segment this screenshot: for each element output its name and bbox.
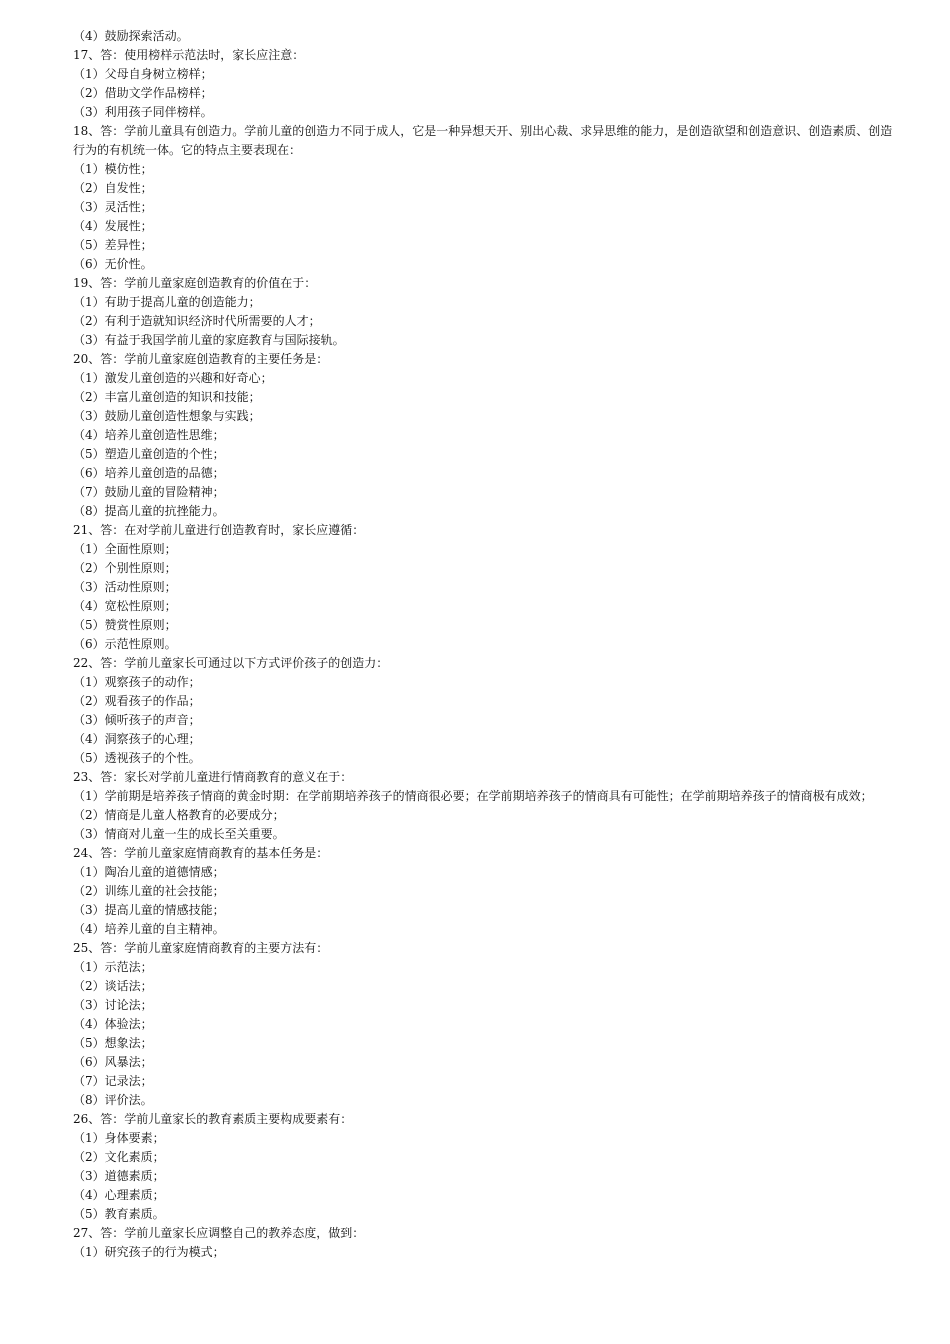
answer-heading: 25、答：学前儿童家庭情商教育的主要方法有：: [73, 941, 329, 955]
answer-item: （2）情商是儿童人格教育的必要成分；: [73, 808, 285, 822]
answer-item: （1）父母自身树立榜样；: [73, 67, 213, 81]
answer-item: （4）宽松性原则；: [73, 599, 177, 613]
answer-heading: 17、答：使用榜样示范法时，家长应注意：: [73, 48, 305, 62]
answer-item: （2）丰富儿童创造的知识和技能；: [73, 390, 261, 404]
answer-item: （5）教育素质。: [73, 1207, 165, 1221]
answer-item: （5）想象法；: [73, 1036, 153, 1050]
answer-item: （3）道德素质；: [73, 1169, 165, 1183]
answer-heading: 20、答：学前儿童家庭创造教育的主要任务是：: [73, 352, 329, 366]
answer-item: （2）谈话法；: [73, 979, 153, 993]
answer-item: （1）全面性原则；: [73, 542, 177, 556]
answer-item: （1）学前期是培养孩子情商的黄金时期：在学前期培养孩子的情商很必要；在学前期培养孩子的情商具有可能性；在学前期培养孩子的情商极有成效；: [73, 789, 873, 803]
answer-item: （6）示范性原则。: [73, 637, 177, 651]
answer-item: （1）有助于提高儿童的创造能力；: [73, 295, 261, 309]
answer-item: （1）模仿性；: [73, 162, 153, 176]
answer-item: （8）评价法。: [73, 1093, 153, 1107]
answer-item: （4）体验法；: [73, 1017, 153, 1031]
answer-item: （4）发展性；: [73, 219, 153, 233]
answer-item: （3）有益于我国学前儿童的家庭教育与国际接轨。: [73, 333, 345, 347]
answer-heading: 26、答：学前儿童家长的教育素质主要构成要素有：: [73, 1112, 353, 1126]
answer-item: （5）透视孩子的个性。: [73, 751, 201, 765]
answer-item: （5）差异性；: [73, 238, 153, 252]
answer-item: （2）自发性；: [73, 181, 153, 195]
answer-item: （3）利用孩子同伴榜样。: [73, 105, 213, 119]
answer-item: （7）鼓励儿童的冒险精神；: [73, 485, 225, 499]
answer-heading: 27、答：学前儿童家长应调整自己的教养态度，做到：: [73, 1226, 365, 1240]
document-body: [73, 27, 895, 1262]
answer-item: （4）心理素质；: [73, 1188, 165, 1202]
answer-item: （2）借助文学作品榜样；: [73, 86, 213, 100]
answer-item: （1）激发儿童创造的兴趣和好奇心；: [73, 371, 273, 385]
answer-item: （1）陶冶儿童的道德情感；: [73, 865, 225, 879]
answer-item: （4）培养儿童的自主精神。: [73, 922, 225, 936]
answer-item: （4）鼓励探索活动。: [73, 29, 189, 43]
answer-item: （3）提高儿童的情感技能；: [73, 903, 225, 917]
answer-item: （2）个别性原则；: [73, 561, 177, 575]
answer-item: （1）身体要素；: [73, 1131, 165, 1145]
answer-item: （6）无价性。: [73, 257, 153, 271]
answer-item: （6）培养儿童创造的品德；: [73, 466, 225, 480]
answer-item: （1）研究孩子的行为模式；: [73, 1245, 225, 1259]
answer-heading: 18、答：学前儿童具有创造力。学前儿童的创造力不同于成人，它是一种异想天开、别出心裁、求异思维的能力，是创造欲望和创造意识、创造素质、创造行为的有机统一体。它的特点主要表现在：: [73, 124, 893, 157]
answer-item: （5）塑造儿童创造的个性；: [73, 447, 225, 461]
answer-item: （2）有利于造就知识经济时代所需要的人才；: [73, 314, 321, 328]
answer-item: （3）活动性原则；: [73, 580, 177, 594]
answer-item: （3）灵活性；: [73, 200, 153, 214]
answer-item: （7）记录法；: [73, 1074, 153, 1088]
answer-item: （1）示范法；: [73, 960, 153, 974]
answer-item: （3）情商对儿童一生的成长至关重要。: [73, 827, 285, 841]
answer-heading: 22、答：学前儿童家长可通过以下方式评价孩子的创造力：: [73, 656, 389, 670]
answer-item: （2）观看孩子的作品；: [73, 694, 201, 708]
answer-heading: 21、答：在对学前儿童进行创造教育时，家长应遵循：: [73, 523, 365, 537]
answer-item: （3）讨论法；: [73, 998, 153, 1012]
answer-heading: 19、答：学前儿童家庭创造教育的价值在于：: [73, 276, 317, 290]
answer-item: （3）鼓励儿童创造性想象与实践；: [73, 409, 261, 423]
answer-item: （4）洞察孩子的心理；: [73, 732, 201, 746]
answer-item: （6）风暴法；: [73, 1055, 153, 1069]
answer-item: （3）倾听孩子的声音；: [73, 713, 201, 727]
answer-item: （2）文化素质；: [73, 1150, 165, 1164]
answer-heading: 24、答：学前儿童家庭情商教育的基本任务是：: [73, 846, 329, 860]
answer-item: （8）提高儿童的抗挫能力。: [73, 504, 225, 518]
answer-item: （2）训练儿童的社会技能；: [73, 884, 225, 898]
answer-item: （1）观察孩子的动作；: [73, 675, 201, 689]
answer-item: （4）培养儿童创造性思维；: [73, 428, 225, 442]
answer-heading: 23、答：家长对学前儿童进行情商教育的意义在于：: [73, 770, 353, 784]
answer-item: （5）赞赏性原则；: [73, 618, 177, 632]
